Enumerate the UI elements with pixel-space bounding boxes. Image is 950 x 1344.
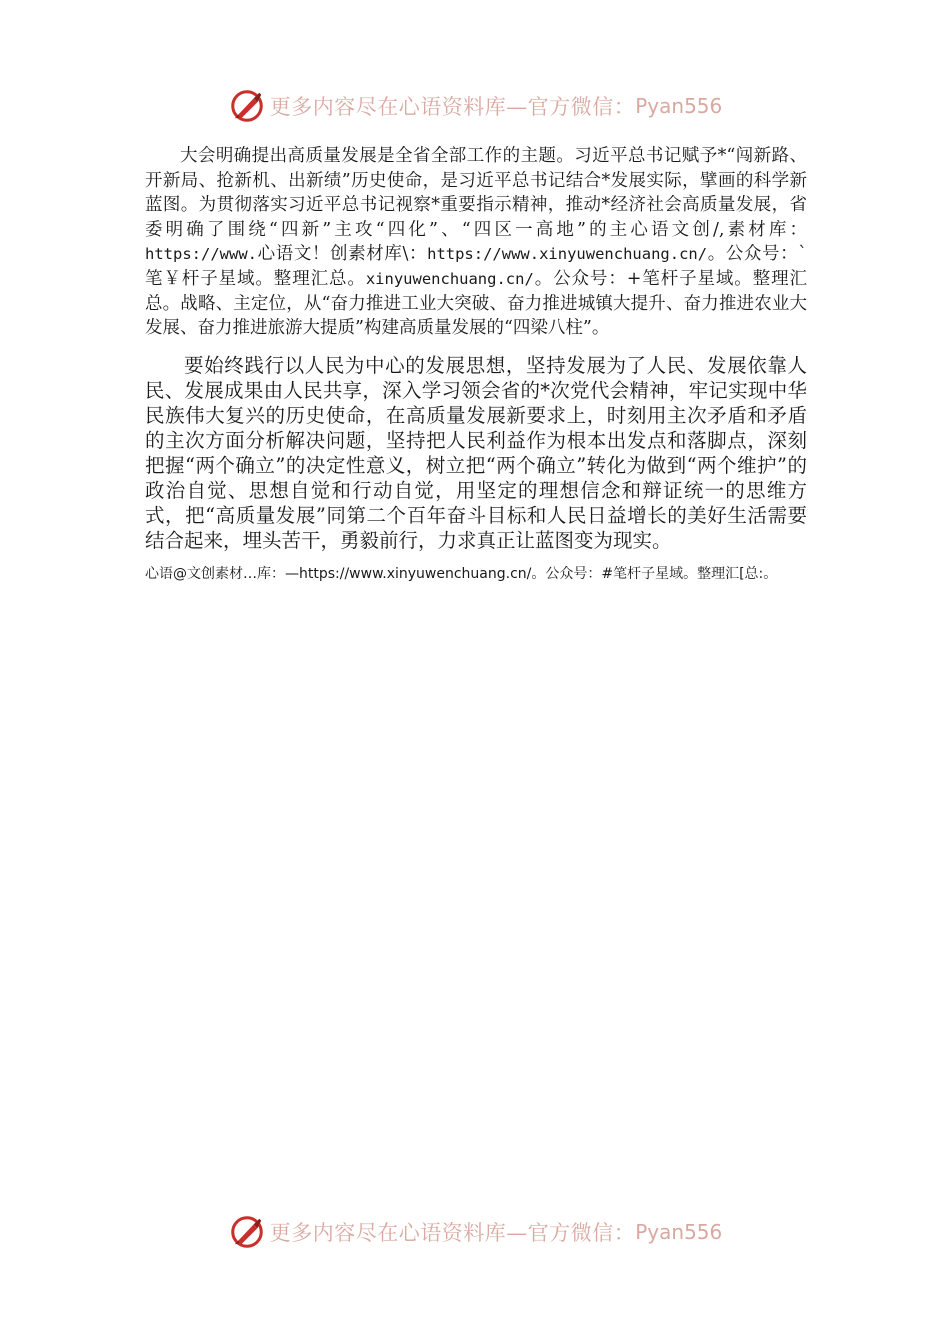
banner-text: 更多内容尽在心语资料库—官方微信： [269, 1221, 636, 1245]
header-watermark-banner [0, 84, 950, 128]
banner-wechat-id: Pyan556 [635, 94, 723, 118]
banner-wechat-id: Pyan556 [635, 1220, 723, 1244]
paragraph-1-text-c: 。公众号：`笔￥杆子星域。整理汇总。 [145, 244, 807, 289]
pen-nib-circle-icon [228, 1213, 266, 1251]
pen-nib-circle-icon [228, 87, 266, 125]
paragraph-1-url-b: https://www.xinyuwenchuang.cn/ [427, 245, 708, 264]
paragraph-1 [145, 144, 807, 341]
paragraph-1-text-b: 心语文！创素材库\： [256, 244, 428, 265]
document-body [145, 144, 807, 585]
paragraph-1-text-a: 大会明确提出高质量发展是全省全部工作的主题。习近平总书记赋予*“闯新路、开新局、抢新机、出新绩”历史使命，是习近平总书记结合*发展实际，擘画的科学新蓝图。为贯彻落实习近平总书记视察*重要指示精神，推动*经济社会高质量发展，省委明确了围绕“四新”主攻“四化”、“四区一高地”的主心语文创/,素材库： [145, 146, 807, 240]
paragraph-1-text-d: 。公众号：+笔杆子星域。整理汇总。战略、主定位，从“奋力推进工业大突破、奋力推进城镇大提升、奋力推进农业大发展、奋力推进旅游大提质”构建高质量发展的“四梁八柱”。 [145, 268, 807, 339]
paragraph-2: 要始终践行以人民为中心的发展思想，坚持发展为了人民、发展依靠人民、发展成果由人民共享，深入学习领会省的*次党代会精神，牢记实现中华民族伟大复兴的历史使命，在高质量发展新要求上，时刻用主次矛盾和矛盾的主次方面分析解决问题，坚持把人民利益作为根本出发点和落脚点，深刻把握“两个确立”的决定性意义，树立把“两个确立”转化为做到“两个维护”的政治自觉、思想自觉和行动自觉，用坚定的理想信念和辩证统一的思维方式，把“高质量发展”同第二个百年奋斗目标和人民日益增长的美好生活需要结合起来，埋头苦干，勇毅前行，力求真正让蓝图变为现实。 [145, 353, 807, 552]
paragraph-1-url-c: xinyuwenchuang.cn/ [365, 269, 534, 288]
banner-text: 更多内容尽在心语资料库—官方微信： [269, 95, 636, 119]
paragraph-1-url-a: https://www. [145, 245, 257, 264]
footer-watermark-banner [0, 1210, 950, 1254]
source-footnote: 心语@文创素材…库：—https://www.xinyuwenchuang.cn/。公众号：#笔杆子星域。整理汇[总:。 [145, 565, 778, 582]
